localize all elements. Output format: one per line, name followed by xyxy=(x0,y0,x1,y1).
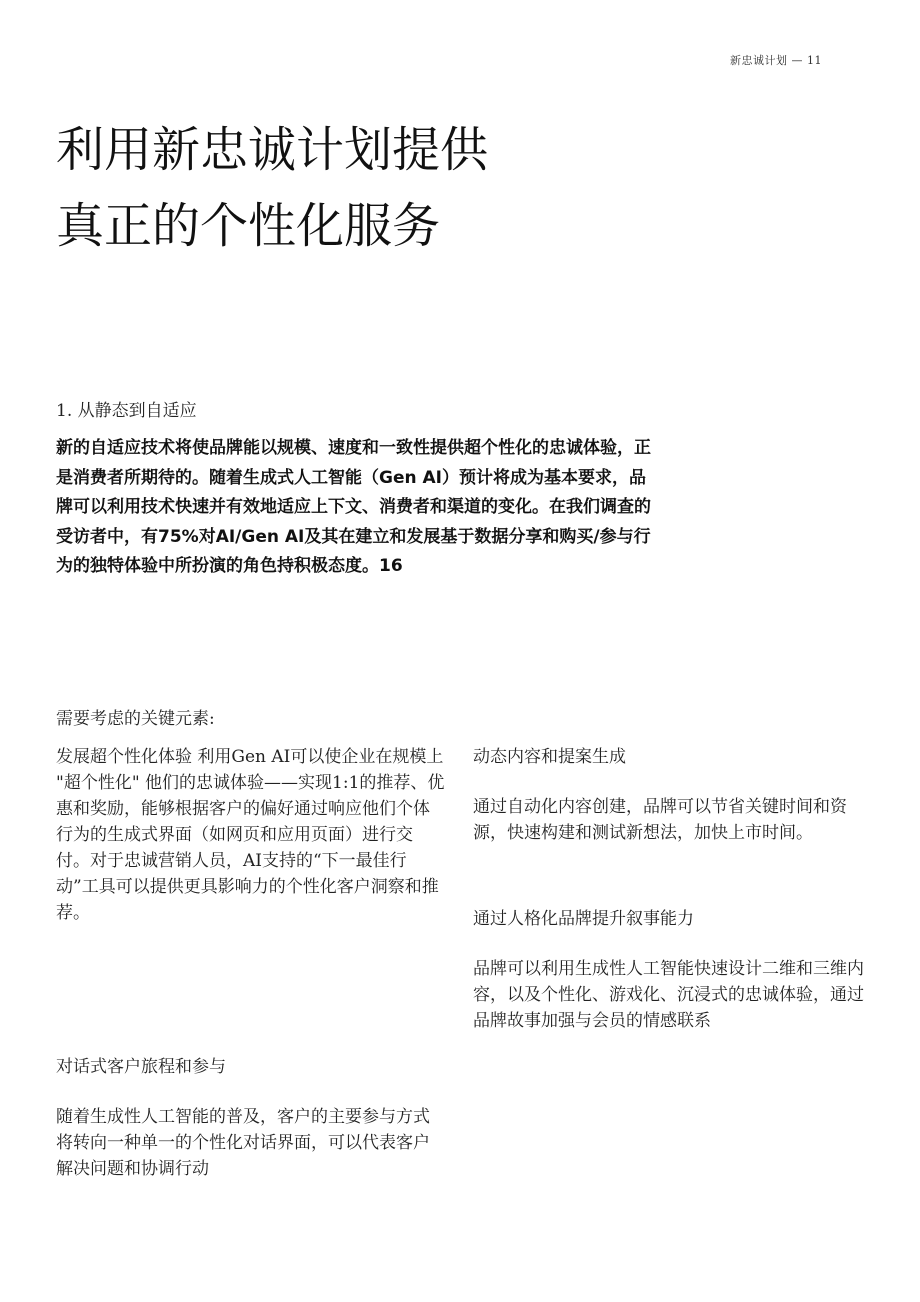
key-elements-heading: 需要考虑的关键元素: xyxy=(56,709,215,729)
section-heading: 1. 从静态到自适应 xyxy=(56,401,197,421)
dynamic-content-title: 动态内容和提案生成 xyxy=(473,747,626,767)
hyper-personalization-paragraph: 发展超个性化体验 利用Gen AI可以使企业在规模上 "超个性化" 他们的忠诚体验——实现1:1的推荐、优惠和奖励，能够根据客户的偏好通过响应他们个体行为的生成式界面（如网页和应用页面）进行交付。对于忠诚营销人员，AI支持的“下一最佳行动”工具可以提供更具影响力的个性化客户洞察和推荐。 xyxy=(56,747,445,923)
storytelling-body: 品牌可以利用生成性人工智能快速设计二维和三维内容，以及个性化、游戏化、沉浸式的忠诚体验，通过品牌故事加强与会员的情感联系 xyxy=(473,959,864,1031)
page-header: 新忠诚计划 — 11 xyxy=(730,54,822,67)
conversational-journey-title: 对话式客户旅程和参与 xyxy=(56,1057,226,1077)
storytelling-title: 通过人格化品牌提升叙事能力 xyxy=(473,909,694,929)
intro-paragraph: 新的自适应技术将使品牌能以规模、速度和一致性提供超个性化的忠诚体验，正是消费者所期待的。随着生成式人工智能（Gen AI）预计将成为基本要求，品牌可以利用技术快速并有效地适应上下文、消费者和渠道的变化。在我们调查的受访者中，有75%对AI/Gen AI及其在建立和发展基于数据分享和购买/参与行为的独特体验中所扮演的角色持积极态度。16 xyxy=(56,438,651,576)
page-title: 利用新忠诚计划提供真正的个性化服务 xyxy=(56,122,489,254)
dynamic-content-body: 通过自动化内容创建，品牌可以节省关键时间和资源，快速构建和测试新想法，加快上市时间。 xyxy=(473,797,847,843)
conversational-journey-body: 随着生成性人工智能的普及，客户的主要参与方式将转向一种单一的个性化对话界面，可以代表客户解决问题和协调行动 xyxy=(56,1107,430,1179)
